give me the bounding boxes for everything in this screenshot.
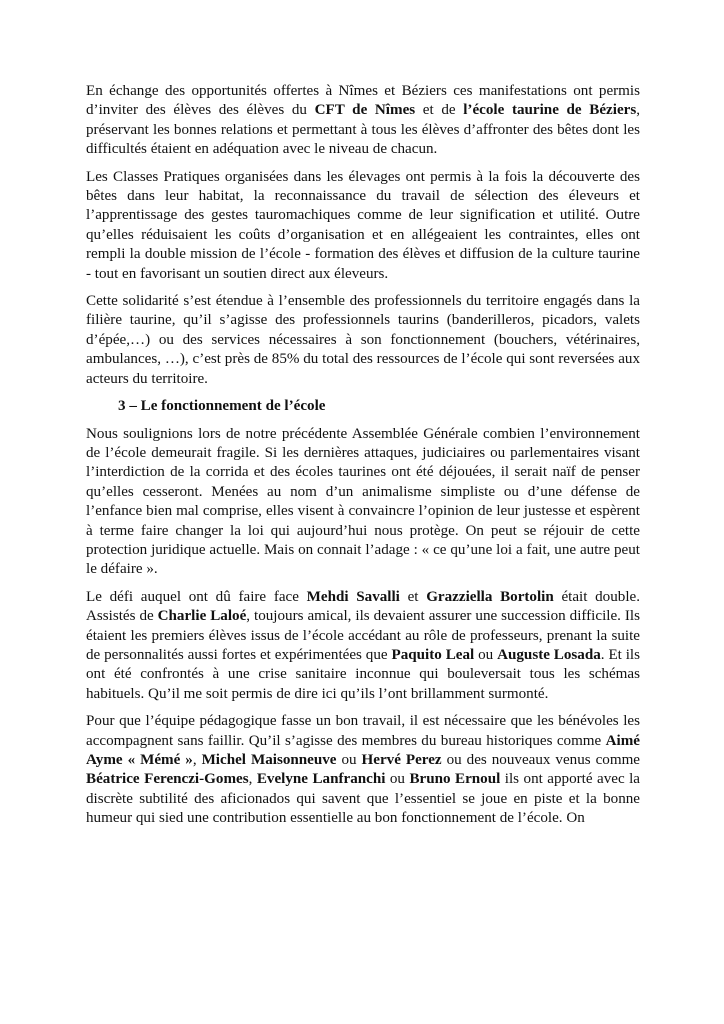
- bold-name: Hervé Perez: [361, 752, 442, 768]
- body-paragraph: [86, 425, 640, 580]
- paragraph-text: . Et ils ont été confrontés à une crise sanitaire inconnue qui bouleversait tous les schémas habituels. Qu’il me soit permis de dire ici qu’ils l’ont brillamment surmonté.: [86, 646, 640, 702]
- paragraph-text: Pour que l’équipe pédagogique fasse un bon travail, il est nécessaire que les bénévoles les accompagnent sans faillir. Qu’il s’agisse des membres du bureau historiques comme: [86, 713, 640, 749]
- bold-name: Mehdi Savalli: [306, 588, 400, 605]
- paragraph-text: ou des nouveaux venus comme: [441, 752, 641, 768]
- bold-name: l’école taurine de Béziers: [463, 102, 637, 119]
- body-paragraph: [86, 588, 640, 704]
- paragraph-text: En échange des opportunités offertes à Nîmes et Béziers ces manifestations ont permis d’inviter des élèves des élèves du: [86, 83, 640, 119]
- bold-name: Aimé Ayme « Mémé »: [86, 732, 640, 768]
- paragraph-text: ou: [474, 646, 498, 663]
- document-page: [86, 82, 640, 837]
- body-paragraph: [86, 292, 640, 389]
- bold-name: Charlie Laloé: [157, 608, 247, 625]
- paragraph-text: ou: [385, 771, 410, 788]
- paragraph-text: , toujours amical, ils devaient assurer une succession difficile. Ils étaient les premiers élèves issus de l’école accédant au rôle de professeurs, prenant la suite de personnalités aussi fortes et expérimentées que: [86, 608, 640, 663]
- paragraph-text: ou: [336, 752, 362, 768]
- paragraph-text: Nous soulignions lors de notre précédente Assemblée Générale combien l’environnement de l’école demeurait fragile. Si les dernières attaques, judiciaires ou parlementaires visant l’interdiction de la corrida et des écoles taurines ont été déjouées, il serait naïf de penser qu’elles cesseront. Menées au nom d’un animalisme simpliste ou d’une défense de l’enfance bien mal comprise, elles visent à convaincre l’opinion de leur justesse et espèrent à terme faire changer la loi qui aujourd’hui nous protège. On peut se réjouir de cette protection juridique actuelle. Mais on connait l’adage : « ce qu’une loi a fait, une autre peut le défaire ».: [86, 425, 640, 578]
- paragraph-text: , préservant les bonnes relations et permettant à tous les élèves d’affronter des bêtes dont les difficultés étaient en adéquation avec le niveau de chacun.: [86, 102, 640, 158]
- bold-name: Bruno Ernoul: [409, 771, 501, 788]
- paragraph-text: ,: [248, 771, 257, 788]
- paragraph-text: Le défi auquel ont dû faire face: [86, 588, 307, 605]
- bold-name: Béatrice Ferenczi-Gomes: [86, 771, 249, 788]
- body-paragraph: [86, 168, 640, 284]
- bold-name: Evelyne Lanfranchi: [256, 771, 386, 788]
- paragraph-text: ,: [192, 752, 202, 768]
- body-paragraph: [86, 712, 640, 828]
- paragraph-text: et: [399, 588, 427, 605]
- section-paragraphs: [86, 425, 640, 829]
- section-heading: 3 – Le fonctionnement de l’école: [118, 398, 326, 415]
- bold-name: Grazziella Bortolin: [426, 588, 554, 605]
- paragraph-text: Cette solidarité s’est étendue à l’ensemble des professionnels du territoire engagés dans la filière taurine, qu’il s’agisse des professionnels taurins (banderilleros, picadors, valets d’épée,…) ou des services nécessaires à son fonctionnement (bouchers, vétérinaires, ambulances, …), c’est près de 85% du total des ressources de l’école qui sont reversées aux acteurs du territoire.: [86, 293, 640, 387]
- paragraph-text: ils ont apporté avec la discrète subtilité des aficionados qui savent que l’essentiel se joue en piste et la bonne humeur qui sied une contribution essentielle au bon fonctionnement de l’école. On: [86, 771, 640, 827]
- intro-paragraphs: [86, 82, 640, 389]
- bold-name: CFT de Nîmes: [314, 102, 416, 119]
- bold-name: Michel Maisonneuve: [201, 752, 337, 768]
- paragraph-text: Les Classes Pratiques organisées dans les élevages ont permis à la fois la découverte des bêtes dans leur habitat, la reconnaissance du travail de sélection des éleveurs et l’apprentissage des gestes tauromachiques comme de leur signification et utilité. Outre qu’elles réduisaient les coûts d’organisation et en allégeaient les contraintes, elles ont rempli la double mission de l’école - formation des élèves et diffusion de la culture taurine - tout en favorisant un soutien direct aux éleveurs.: [86, 168, 640, 282]
- body-paragraph: [86, 82, 640, 160]
- bold-name: Auguste Losada: [497, 646, 601, 663]
- bold-name: Paquito Leal: [391, 646, 475, 663]
- paragraph-text: et de: [415, 102, 464, 119]
- paragraph-text: était double. Assistés de: [86, 588, 640, 625]
